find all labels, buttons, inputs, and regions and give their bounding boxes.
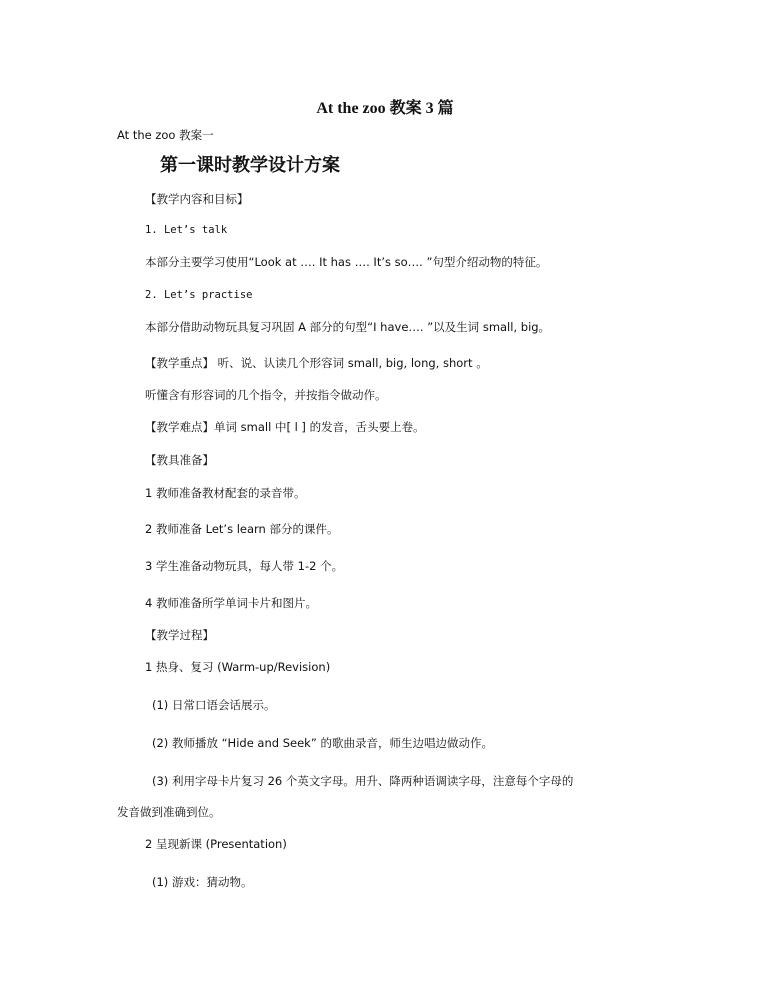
materials-heading: 【教具准备】 (145, 453, 214, 467)
material-item-3: 3 学生准备动物玩具，每人带 1-2 个。 (145, 559, 344, 573)
step-2-heading: 2 呈现新课 (Presentation) (145, 837, 287, 851)
key-points-line: 【教学重点】 听、说、认读几个形容词 small, big, long, short 。 (145, 356, 488, 370)
lets-practise-line: 2. Let’s practise (145, 289, 253, 301)
material-item-4: 4 教师准备所学单词卡片和图片。 (145, 596, 317, 610)
key-points-line-2: 听懂含有形容词的几个指令，并按指令做动作。 (145, 388, 387, 402)
step-1-item-3-continuation: 发音做到准确到位。 (117, 805, 221, 819)
material-item-1: 1 教师准备教材配套的录音带。 (145, 486, 306, 500)
lets-talk-line: 1. Let’s talk (145, 224, 228, 236)
process-heading: 【教学过程】 (145, 628, 214, 642)
step-1-heading: 1 热身、复习 (Warm-up/Revision) (145, 660, 331, 674)
practise-description: 本部分借助动物玩具复习巩固 A 部分的句型“I have…. ”以及生词 small, big。 (145, 320, 551, 334)
step-1-item-1: (1) 日常口语会话展示。 (152, 698, 276, 712)
intro-line: At the zoo 教案一 (117, 128, 214, 142)
document-title: At the zoo 教案 3 篇 (316, 100, 454, 117)
difficulty-line: 【教学难点】单词 small 中[ l ] 的发音，舌头要上卷。 (145, 420, 425, 434)
material-item-2: 2 教师准备 Let’s learn 部分的课件。 (145, 522, 339, 536)
section-heading: 第一课时教学设计方案 (160, 155, 340, 176)
step-1-item-2: (2) 教师播放 “Hide and Seek” 的歌曲录音，师生边唱边做动作。 (152, 736, 493, 750)
step-1-item-3: (3) 利用字母卡片复习 26 个英文字母。用升、降两种语调读字母，注意每个字母的 (152, 774, 574, 788)
content-goal-heading: 【教学内容和目标】 (145, 192, 249, 206)
talk-description: 本部分主要学习使用“Look at …. It has …. It’s so…. ”句型介绍动物的特征。 (145, 255, 548, 269)
step-2-item-1: (1) 游戏：猜动物。 (152, 875, 253, 889)
